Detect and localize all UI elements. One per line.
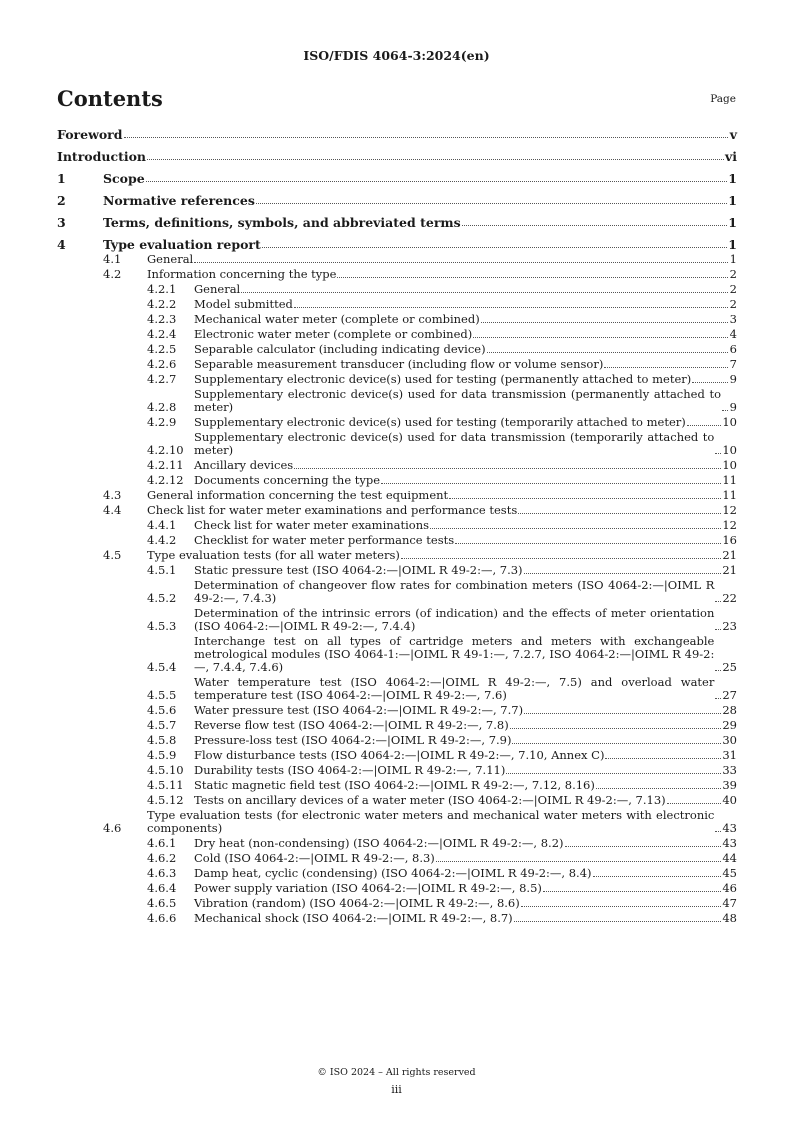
toc-entry-title[interactable]: Check list for water meter examinations bbox=[194, 518, 430, 532]
toc-entry-number: 4.2.5 bbox=[147, 342, 177, 356]
toc-entry-page[interactable]: 40 bbox=[722, 793, 737, 807]
toc-entry-title[interactable]: Determination of the intrinsic errors (of indication) and the effects of meter orientation (ISO 4064-2:—|OIML R 49-2:—, 7.4.4) bbox=[194, 606, 715, 633]
toc-entry-page[interactable]: 1 bbox=[728, 215, 737, 230]
toc-entry-page[interactable]: 11 bbox=[722, 488, 737, 502]
toc-entry-page[interactable]: 1 bbox=[728, 193, 737, 208]
toc-entry[interactable] bbox=[57, 519, 737, 532]
toc-entry-number: 4.2.7 bbox=[147, 372, 177, 386]
toc-entry-number: 4.2.1 bbox=[147, 282, 177, 296]
dot-leader bbox=[565, 845, 722, 847]
toc-entry-number: 4.5.6 bbox=[147, 703, 177, 717]
toc-entry-title[interactable]: Normative references bbox=[103, 193, 255, 208]
toc-entry-page[interactable]: 10 bbox=[722, 443, 737, 457]
toc-entry[interactable] bbox=[57, 837, 737, 850]
dot-leader bbox=[294, 467, 721, 469]
toc-entry-number: 4.2.3 bbox=[147, 312, 177, 326]
dot-leader bbox=[194, 261, 728, 263]
toc-entry-label bbox=[194, 607, 722, 633]
toc-entry-label bbox=[194, 519, 722, 532]
toc-entry-title[interactable]: General information concerning the test equipment bbox=[147, 488, 449, 502]
toc-entry-page[interactable]: 44 bbox=[722, 851, 737, 865]
dot-leader bbox=[473, 336, 728, 338]
table-of-contents bbox=[57, 128, 737, 925]
dot-leader bbox=[401, 557, 721, 559]
toc-entry-title[interactable]: Water pressure test (ISO 4064-2:—|OIML R 49-2:—, 7.7) bbox=[194, 703, 524, 717]
toc-entry-number: 4.5.2 bbox=[147, 591, 177, 605]
dot-leader bbox=[337, 276, 728, 278]
toc-entry[interactable] bbox=[57, 128, 737, 141]
toc-entry[interactable] bbox=[57, 194, 737, 207]
toc-entry[interactable] bbox=[57, 635, 737, 674]
toc-entry-page[interactable]: 9 bbox=[729, 400, 737, 414]
toc-entry-title[interactable]: Pressure-loss test (ISO 4064-2:—|OIML R 49-2:—, 7.9) bbox=[194, 733, 512, 747]
toc-entry-title[interactable]: Electronic water meter (complete or combined) bbox=[194, 327, 473, 341]
toc-entry-number: 4.2.9 bbox=[147, 415, 177, 429]
toc-entry-number: 4 bbox=[57, 237, 66, 252]
toc-entry[interactable] bbox=[57, 358, 737, 371]
dot-leader bbox=[510, 727, 722, 729]
toc-entry-label bbox=[194, 837, 722, 850]
toc-entry[interactable] bbox=[57, 734, 737, 747]
toc-entry-title[interactable]: Checklist for water meter performance tests bbox=[194, 533, 455, 547]
dot-leader bbox=[715, 628, 721, 630]
document-header: ISO/FDIS 4064-3:2024(en) bbox=[303, 48, 490, 63]
toc-entry-page[interactable]: 11 bbox=[722, 473, 737, 487]
toc-entry-title[interactable]: Static pressure test (ISO 4064-2:—|OIML R 49-2:—, 7.3) bbox=[194, 563, 523, 577]
toc-entry-label bbox=[194, 734, 722, 747]
toc-entry[interactable] bbox=[57, 172, 737, 185]
dot-leader bbox=[294, 306, 728, 308]
toc-entry-number: 4.5.5 bbox=[147, 688, 177, 702]
toc-entry[interactable] bbox=[57, 764, 737, 777]
toc-entry-title[interactable]: Type evaluation tests (for all water meters) bbox=[147, 548, 400, 562]
toc-entry-page[interactable]: 21 bbox=[722, 563, 737, 577]
toc-entry-page[interactable]: 43 bbox=[722, 836, 737, 850]
toc-entry-label bbox=[194, 749, 722, 762]
toc-entry-title[interactable]: Information concerning the type bbox=[147, 267, 337, 281]
toc-entry[interactable] bbox=[57, 283, 737, 296]
toc-entry-number: 4.5.12 bbox=[147, 793, 184, 807]
toc-entry-title[interactable]: Type evaluation report bbox=[103, 237, 261, 252]
toc-entry-page[interactable]: 46 bbox=[722, 881, 737, 895]
toc-entry-label bbox=[194, 373, 729, 386]
toc-entry-page[interactable]: 7 bbox=[729, 357, 737, 371]
toc-entry-label bbox=[147, 809, 722, 835]
dot-leader bbox=[722, 409, 728, 411]
dot-leader bbox=[436, 860, 722, 862]
page-number: iii bbox=[391, 1083, 402, 1096]
toc-entry-number: 3 bbox=[57, 215, 66, 230]
toc-entry-title[interactable]: Interchange test on all types of cartridge meters and meters with exchangeable metrological modules (ISO 4064-1:—|OIML R 49-1:—, 7.2.7, ISO 4064-2:—|OIML R 49-2:—, 7.4.4, 7.4.6) bbox=[194, 634, 715, 674]
toc-entry-number: 4.5 bbox=[103, 548, 122, 562]
toc-entry-number: 4.5.8 bbox=[147, 733, 177, 747]
toc-entry-title[interactable]: Mechanical shock (ISO 4064-2:—|OIML R 49-2:—, 8.7) bbox=[194, 911, 513, 925]
toc-entry-title[interactable]: Static magnetic field test (ISO 4064-2:—|OIML R 49-2:—, 7.12, 8.16) bbox=[194, 778, 595, 792]
toc-entry-page[interactable]: 3 bbox=[729, 312, 737, 326]
dot-leader bbox=[692, 381, 728, 383]
toc-entry[interactable] bbox=[57, 794, 737, 807]
toc-entry-label bbox=[194, 764, 722, 777]
toc-entry-page[interactable]: 16 bbox=[722, 533, 737, 547]
toc-entry-label bbox=[194, 328, 729, 341]
dot-leader bbox=[262, 246, 728, 248]
toc-entry-title[interactable]: Tests on ancillary devices of a water meter (ISO 4064-2:—|OIML R 49-2:—, 7.13) bbox=[194, 793, 666, 807]
toc-entry-page[interactable]: 27 bbox=[722, 688, 737, 702]
toc-entry-page[interactable]: 6 bbox=[729, 342, 737, 356]
toc-entry-number: 4.6.2 bbox=[147, 851, 177, 865]
toc-entry-label bbox=[194, 794, 722, 807]
toc-entry-title[interactable]: Ancillary devices bbox=[194, 458, 294, 472]
toc-entry-title[interactable]: Supplementary electronic device(s) used for testing (temporarily attached to meter) bbox=[194, 415, 686, 429]
dot-leader bbox=[512, 742, 721, 744]
toc-entry[interactable] bbox=[57, 809, 737, 835]
dot-leader bbox=[543, 890, 721, 892]
toc-entry[interactable] bbox=[57, 852, 737, 865]
toc-entry-page[interactable]: 10 bbox=[722, 415, 737, 429]
page-column-label: Page bbox=[710, 93, 736, 105]
toc-entry-page[interactable]: vi bbox=[724, 149, 737, 164]
toc-entry-number: 4.6.1 bbox=[147, 836, 177, 850]
toc-entry-page[interactable]: 4 bbox=[729, 327, 737, 341]
toc-entry-number: 4.2 bbox=[103, 267, 122, 281]
toc-entry-number: 4.1 bbox=[103, 252, 122, 266]
toc-entry-title[interactable]: General bbox=[194, 282, 241, 296]
dot-leader bbox=[506, 772, 721, 774]
toc-entry-label bbox=[194, 867, 722, 880]
toc-entry-label bbox=[103, 194, 728, 207]
dot-leader bbox=[514, 920, 722, 922]
toc-entry[interactable] bbox=[57, 676, 737, 702]
toc-entry-title[interactable]: General bbox=[147, 252, 194, 266]
toc-entry-label bbox=[194, 635, 722, 674]
dot-leader bbox=[124, 136, 729, 138]
dot-leader bbox=[146, 180, 728, 182]
toc-entry[interactable] bbox=[57, 489, 737, 502]
toc-entry-number: 1 bbox=[57, 171, 66, 186]
toc-entry[interactable] bbox=[57, 882, 737, 895]
toc-entry[interactable] bbox=[57, 867, 737, 880]
dot-leader bbox=[241, 291, 728, 293]
toc-entry-number: 4.5.4 bbox=[147, 660, 177, 674]
toc-entry-title[interactable]: Flow disturbance tests (ISO 4064-2:—|OIML R 49-2:—, 7.10, Annex C) bbox=[194, 748, 605, 762]
toc-entry-title[interactable]: Determination of changeover flow rates for combination meters (ISO 4064-2:—|OIML R 49-2:—, 7.4.3) bbox=[194, 578, 715, 605]
toc-entry-label bbox=[194, 298, 729, 311]
toc-entry-title[interactable]: Scope bbox=[103, 171, 145, 186]
toc-entry-label bbox=[194, 579, 722, 605]
toc-entry-number: 4.5.1 bbox=[147, 563, 177, 577]
toc-entry-page[interactable]: 45 bbox=[722, 866, 737, 880]
toc-entry-number: 4.2.10 bbox=[147, 443, 184, 457]
toc-entry-page[interactable]: 1 bbox=[728, 171, 737, 186]
toc-entry-page[interactable]: 48 bbox=[722, 911, 737, 925]
toc-entry-page[interactable]: 1 bbox=[729, 252, 737, 266]
toc-entry-title[interactable]: Supplementary electronic device(s) used for data transmission (permanently attached to meter) bbox=[194, 387, 721, 414]
toc-entry-label bbox=[194, 358, 729, 371]
dot-leader bbox=[256, 202, 727, 204]
toc-entry-label bbox=[103, 238, 728, 251]
dot-leader bbox=[715, 600, 721, 602]
toc-entry-title[interactable]: Mechanical water meter (complete or combined) bbox=[194, 312, 480, 326]
toc-entry-title[interactable]: Power supply variation (ISO 4064-2:—|OIML R 49-2:—, 8.5) bbox=[194, 881, 542, 895]
toc-entry-page[interactable]: 9 bbox=[729, 372, 737, 386]
toc-entry-title[interactable]: Water temperature test (ISO 4064-2:—|OIML R 49-2:—, 7.5) and overload water temperature test (ISO 4064-2:—|OIML R 49-2:—, 7.6) bbox=[194, 675, 715, 702]
toc-entry-label bbox=[194, 534, 722, 547]
dot-leader bbox=[487, 351, 728, 353]
dot-leader bbox=[715, 452, 721, 454]
toc-entry-page[interactable]: 33 bbox=[722, 763, 737, 777]
toc-entry-page[interactable]: 12 bbox=[722, 503, 737, 517]
toc-entry[interactable] bbox=[57, 719, 737, 732]
toc-entry[interactable] bbox=[57, 216, 737, 229]
toc-entry[interactable] bbox=[57, 749, 737, 762]
page-title: Contents bbox=[57, 86, 163, 111]
toc-entry-title[interactable]: Documents concerning the type bbox=[194, 473, 381, 487]
toc-entry-label bbox=[147, 253, 729, 266]
toc-entry-label bbox=[147, 268, 729, 281]
toc-entry[interactable] bbox=[57, 431, 737, 457]
toc-entry-title[interactable]: Separable measurement transducer (including flow or volume sensor) bbox=[194, 357, 604, 371]
toc-entry[interactable] bbox=[57, 564, 737, 577]
toc-entry[interactable] bbox=[57, 504, 737, 517]
dot-leader bbox=[462, 224, 728, 226]
toc-entry[interactable] bbox=[57, 253, 737, 266]
toc-entry-label bbox=[194, 704, 722, 717]
toc-entry-page[interactable]: v bbox=[729, 127, 737, 142]
toc-entry-label bbox=[147, 489, 722, 502]
toc-entry-page[interactable]: 43 bbox=[722, 821, 737, 835]
toc-entry-label bbox=[194, 283, 729, 296]
toc-entry-number: 4.2.4 bbox=[147, 327, 177, 341]
dot-leader bbox=[147, 158, 724, 160]
toc-entry[interactable] bbox=[57, 459, 737, 472]
toc-entry-label bbox=[103, 216, 728, 229]
toc-entry-number: 4.6.6 bbox=[147, 911, 177, 925]
toc-entry-title[interactable]: Type evaluation tests (for electronic water meters and mechanical water meters with electronic components) bbox=[147, 808, 715, 835]
dot-leader bbox=[481, 321, 728, 323]
toc-entry-title[interactable]: Separable calculator (including indicating device) bbox=[194, 342, 486, 356]
dot-leader bbox=[687, 424, 722, 426]
dot-leader bbox=[593, 875, 722, 877]
toc-entry-label bbox=[194, 719, 722, 732]
toc-entry-label bbox=[194, 912, 722, 925]
toc-entry-label bbox=[194, 676, 722, 702]
toc-entry-number: 4.6.3 bbox=[147, 866, 177, 880]
toc-entry[interactable] bbox=[57, 313, 737, 326]
toc-entry-number: 4.6 bbox=[103, 821, 122, 835]
dot-leader bbox=[430, 527, 721, 529]
copyright-notice: © ISO 2024 – All rights reserved bbox=[317, 1067, 476, 1078]
toc-entry-title[interactable]: Supplementary electronic device(s) used for testing (permanently attached to meter) bbox=[194, 372, 692, 386]
toc-entry-label bbox=[147, 504, 722, 517]
toc-entry-title[interactable]: Damp heat, cyclic (condensing) (ISO 4064-2:—|OIML R 49-2:—, 8.4) bbox=[194, 866, 592, 880]
toc-entry-page[interactable]: 1 bbox=[728, 237, 737, 252]
toc-entry[interactable] bbox=[57, 150, 737, 163]
toc-entry-title[interactable]: Check list for water meter examinations and performance tests bbox=[147, 503, 518, 517]
toc-entry[interactable] bbox=[57, 388, 737, 414]
toc-entry-label bbox=[194, 431, 722, 457]
toc-entry-number: 4.5.9 bbox=[147, 748, 177, 762]
dot-leader bbox=[605, 757, 721, 759]
toc-entry-page[interactable]: 2 bbox=[729, 282, 737, 296]
toc-entry[interactable] bbox=[57, 238, 737, 251]
dot-leader bbox=[449, 497, 721, 499]
toc-entry-page[interactable]: 23 bbox=[722, 619, 737, 633]
toc-entry-page[interactable]: 25 bbox=[722, 660, 737, 674]
dot-leader bbox=[667, 802, 722, 804]
toc-entry-label bbox=[194, 474, 722, 487]
toc-entry-label bbox=[147, 549, 722, 562]
toc-entry-number: 4.5.10 bbox=[147, 763, 184, 777]
toc-entry-page[interactable]: 28 bbox=[722, 703, 737, 717]
toc-entry-number: 4.6.5 bbox=[147, 896, 177, 910]
toc-entry-number: 4.4.2 bbox=[147, 533, 177, 547]
toc-entry-label bbox=[194, 343, 729, 356]
toc-entry-label bbox=[57, 128, 729, 141]
dot-leader bbox=[715, 830, 721, 832]
toc-entry[interactable] bbox=[57, 534, 737, 547]
toc-entry-number: 4.5.3 bbox=[147, 619, 177, 633]
toc-entry[interactable] bbox=[57, 298, 737, 311]
toc-entry-page[interactable]: 10 bbox=[722, 458, 737, 472]
dot-leader bbox=[596, 787, 722, 789]
toc-entry-number: 4.2.12 bbox=[147, 473, 184, 487]
toc-entry-label bbox=[57, 150, 725, 163]
dot-leader bbox=[715, 697, 721, 699]
toc-entry-page[interactable]: 2 bbox=[729, 297, 737, 311]
dot-leader bbox=[521, 905, 722, 907]
toc-entry-page[interactable]: 30 bbox=[722, 733, 737, 747]
toc-entry-number: 4.4.1 bbox=[147, 518, 177, 532]
toc-entry-label bbox=[194, 882, 722, 895]
toc-entry-title[interactable]: Durability tests (ISO 4064-2:—|OIML R 49-2:—, 7.11) bbox=[194, 763, 506, 777]
toc-entry[interactable] bbox=[57, 373, 737, 386]
toc-entry[interactable] bbox=[57, 549, 737, 562]
toc-entry-label bbox=[194, 897, 722, 910]
toc-entry-title[interactable]: Dry heat (non-condensing) (ISO 4064-2:—|OIML R 49-2:—, 8.2) bbox=[194, 836, 564, 850]
dot-leader bbox=[524, 572, 722, 574]
toc-entry-label bbox=[194, 388, 729, 414]
toc-entry-page[interactable]: 47 bbox=[722, 896, 737, 910]
toc-entry-label bbox=[194, 313, 729, 326]
toc-entry-title[interactable]: Foreword bbox=[57, 127, 123, 142]
toc-entry[interactable] bbox=[57, 779, 737, 792]
dot-leader bbox=[381, 482, 721, 484]
toc-entry-page[interactable]: 29 bbox=[722, 718, 737, 732]
dot-leader bbox=[518, 512, 721, 514]
toc-entry-label bbox=[103, 172, 728, 185]
toc-entry-number: 4.6.4 bbox=[147, 881, 177, 895]
toc-entry-page[interactable]: 31 bbox=[722, 748, 737, 762]
toc-entry-number: 4.2.8 bbox=[147, 400, 177, 414]
toc-entry-label bbox=[194, 779, 722, 792]
toc-entry-number: 4.2.2 bbox=[147, 297, 177, 311]
toc-entry[interactable] bbox=[57, 607, 737, 633]
toc-entry-number: 4.3 bbox=[103, 488, 122, 502]
dot-leader bbox=[604, 366, 728, 368]
toc-entry-label bbox=[194, 459, 722, 472]
toc-entry-number: 4.2.11 bbox=[147, 458, 184, 472]
toc-entry[interactable] bbox=[57, 268, 737, 281]
toc-entry[interactable] bbox=[57, 912, 737, 925]
toc-entry-title[interactable]: Terms, definitions, symbols, and abbreviated terms bbox=[103, 215, 461, 230]
toc-entry[interactable] bbox=[57, 897, 737, 910]
toc-entry[interactable] bbox=[57, 704, 737, 717]
toc-entry-title[interactable]: Reverse flow test (ISO 4064-2:—|OIML R 49-2:—, 7.8) bbox=[194, 718, 509, 732]
toc-entry[interactable] bbox=[57, 579, 737, 605]
toc-entry[interactable] bbox=[57, 328, 737, 341]
toc-entry-number: 4.4 bbox=[103, 503, 122, 517]
toc-entry-title[interactable]: Cold (ISO 4064-2:—|OIML R 49-2:—, 8.3) bbox=[194, 851, 435, 865]
toc-entry-label bbox=[194, 564, 722, 577]
toc-entry-number: 4.5.7 bbox=[147, 718, 177, 732]
toc-entry-page[interactable]: 12 bbox=[722, 518, 737, 532]
toc-entry-title[interactable]: Vibration (random) (ISO 4064-2:—|OIML R 49-2:—, 8.6) bbox=[194, 896, 520, 910]
dot-leader bbox=[455, 542, 721, 544]
toc-entry[interactable] bbox=[57, 474, 737, 487]
toc-entry-page[interactable]: 21 bbox=[722, 548, 737, 562]
toc-entry-page[interactable]: 2 bbox=[729, 267, 737, 281]
dot-leader bbox=[715, 669, 721, 671]
toc-entry-number: 4.2.6 bbox=[147, 357, 177, 371]
toc-entry-label bbox=[194, 852, 722, 865]
toc-entry-number: 2 bbox=[57, 193, 66, 208]
toc-entry-number: 4.5.11 bbox=[147, 778, 184, 792]
dot-leader bbox=[524, 712, 721, 714]
toc-entry-title[interactable]: Supplementary electronic device(s) used for data transmission (temporarily attached to meter) bbox=[194, 430, 715, 457]
toc-entry-page[interactable]: 22 bbox=[722, 591, 737, 605]
toc-entry[interactable] bbox=[57, 343, 737, 356]
toc-entry[interactable] bbox=[57, 416, 737, 429]
toc-entry-title[interactable]: Introduction bbox=[57, 149, 147, 164]
toc-entry-label bbox=[194, 416, 722, 429]
toc-entry-page[interactable]: 39 bbox=[722, 778, 737, 792]
toc-entry-title[interactable]: Model submitted bbox=[194, 297, 293, 311]
